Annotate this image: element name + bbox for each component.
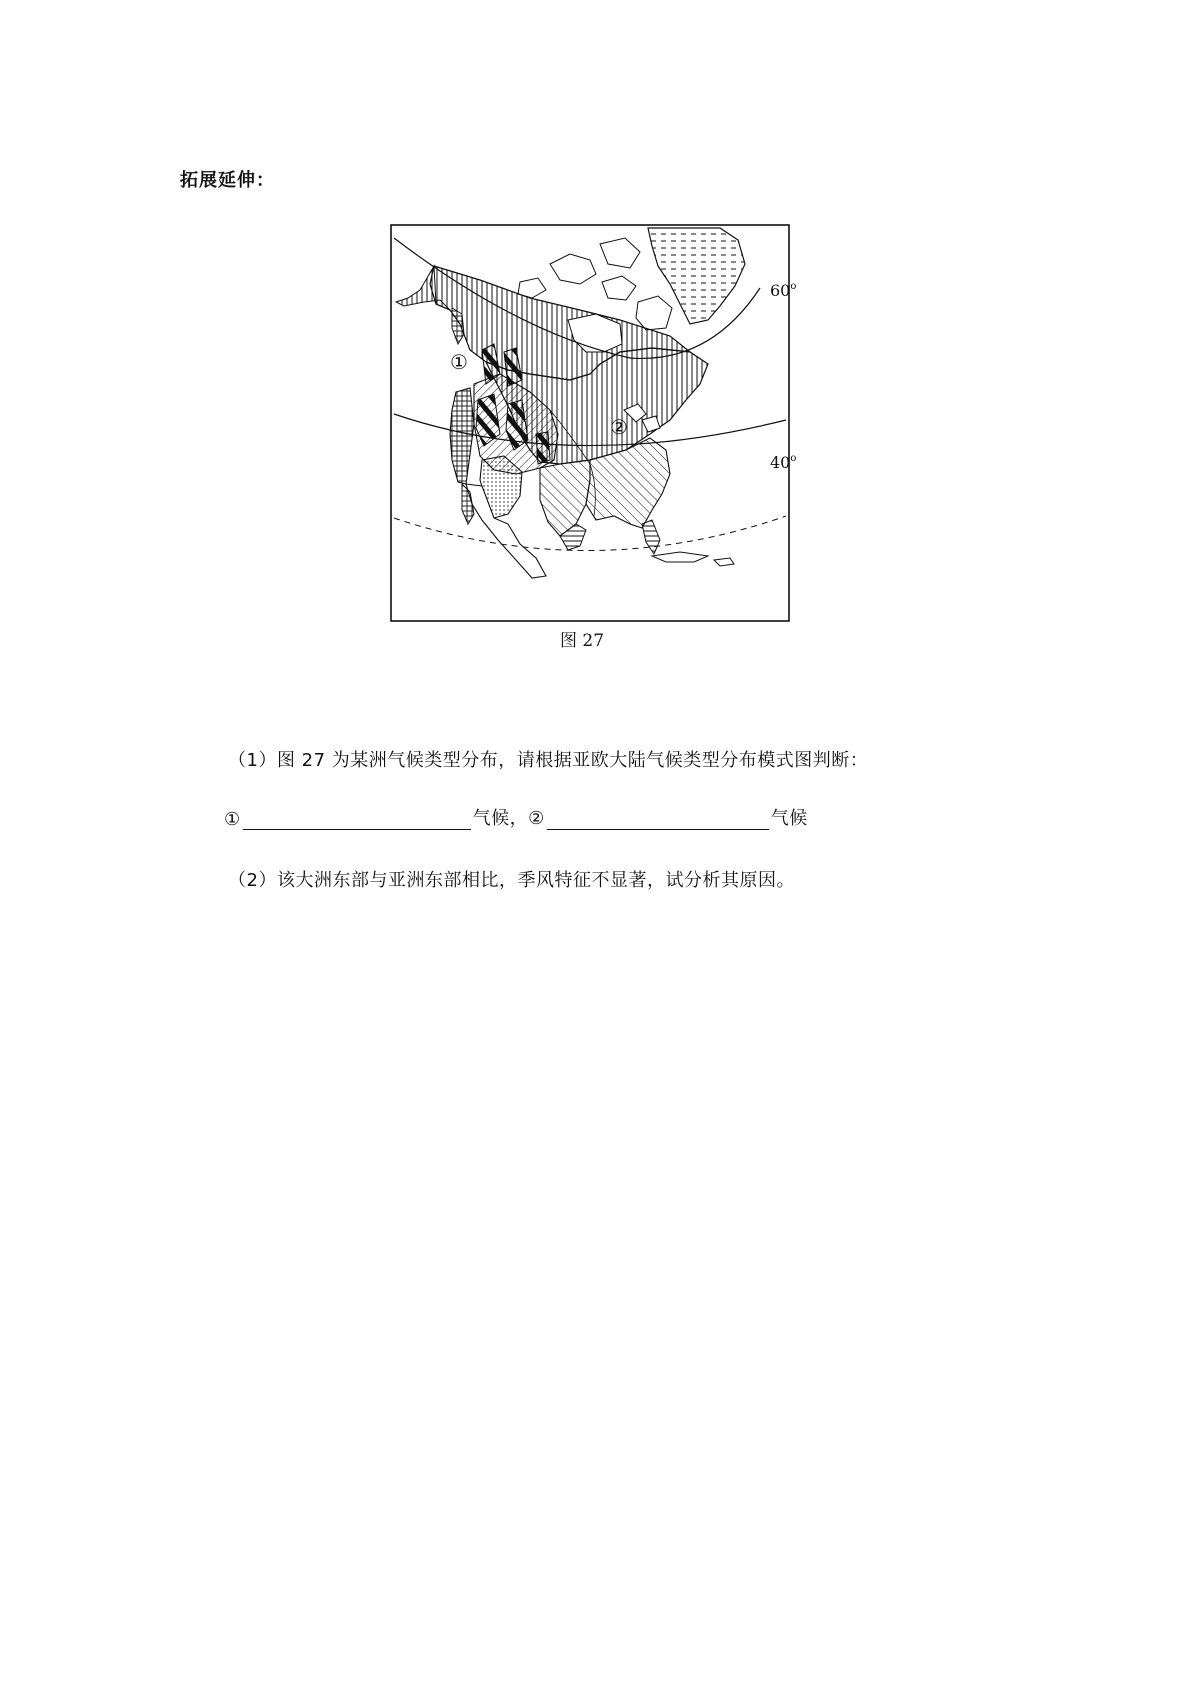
highland-zone <box>536 432 550 464</box>
question-1: （1）图 27 为某洲气候类型分布，请根据亚欧大陆气候类型分布模式图判断： <box>228 750 869 771</box>
zone-2-label: ② <box>610 415 628 439</box>
zone-1-label: ① <box>450 350 468 374</box>
climate-map-figure <box>390 224 797 622</box>
blank-2-suffix: 气候 <box>770 808 808 829</box>
answer-blank-1[interactable] <box>243 809 471 830</box>
climate-map <box>390 224 797 622</box>
section-heading: 拓展延伸： <box>180 170 275 191</box>
blank-1-marker: ① <box>224 809 241 830</box>
blank-1-suffix: 气候，② <box>472 808 545 829</box>
figure-caption: 图 27 <box>560 631 605 651</box>
lat-40-label: 40$^o$ <box>770 453 797 472</box>
lat-60-label: 60$^o$ <box>770 281 797 300</box>
answer-blank-2[interactable] <box>547 809 769 830</box>
answer-blanks-row <box>224 804 808 830</box>
question-2: （2）该大洲东部与亚洲东部相比，季风特征不显著，试分析其原因。 <box>228 870 795 891</box>
